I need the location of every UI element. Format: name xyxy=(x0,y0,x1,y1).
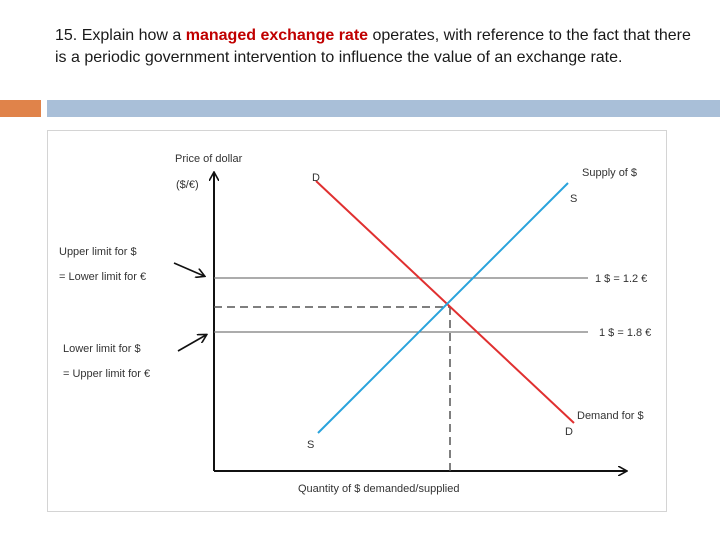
x-axis-title: Quantity of $ demanded/supplied xyxy=(298,483,460,495)
demand-curve-label: Demand for $ xyxy=(577,410,644,422)
lower-limit-label-1: Lower limit for $ xyxy=(63,343,141,355)
question-prefix: 15. Explain how a xyxy=(55,27,186,44)
question-text xyxy=(55,25,705,69)
supply-bottom-label: S xyxy=(307,439,315,451)
diagram-svg xyxy=(48,131,666,511)
demand-curve xyxy=(316,181,574,423)
upper-limit-label-1: Upper limit for $ xyxy=(59,246,137,258)
y-axis-unit: ($/€) xyxy=(176,179,199,191)
y-axis-title: Price of dollar xyxy=(175,153,243,165)
upper-limit-label-2: = Lower limit for € xyxy=(59,271,147,283)
supply-curve xyxy=(318,183,568,433)
upper-rate-label: 1 $ = 1.2 € xyxy=(595,273,648,285)
lower-limit-label-2: = Upper limit for € xyxy=(63,368,151,380)
upper-limit-pointer-arrow xyxy=(174,263,204,276)
highlighted-term: managed exchange rate xyxy=(185,27,369,44)
lower-rate-label: 1 $ = 1.8 € xyxy=(599,327,652,339)
demand-bottom-label: D xyxy=(565,426,573,438)
lower-limit-pointer-arrow xyxy=(178,335,206,351)
supply-curve-label: Supply of $ xyxy=(582,167,638,179)
supply-top-label: S xyxy=(570,193,578,205)
question-suffix: operates, with reference to the fact that there is a periodic government intervention to influence the value of an exchange rate. xyxy=(55,27,691,66)
exchange-rate-diagram xyxy=(47,130,667,512)
accent-bar-blue xyxy=(47,100,720,117)
accent-bar-orange xyxy=(0,100,41,117)
demand-top-label: D xyxy=(312,172,320,184)
